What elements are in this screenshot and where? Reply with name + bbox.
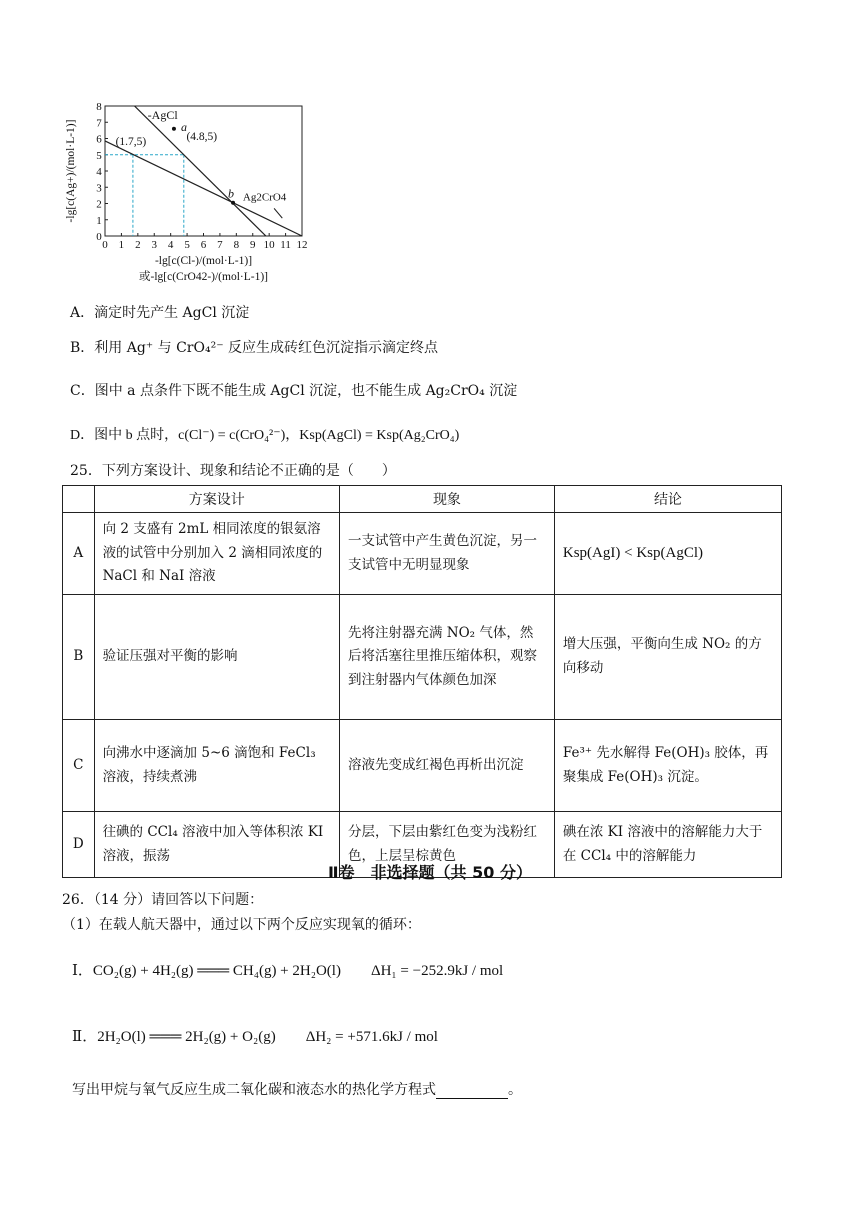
point-b-label: b <box>228 186 235 201</box>
y-tick-label: 1 <box>96 214 102 227</box>
table-header: 结论 <box>554 486 781 513</box>
plot-frame <box>105 106 302 236</box>
x-axis-title-2: 或-lg[c(CrO42-)/(mol·L-1)] <box>138 271 269 283</box>
label-agcl: -AgCl <box>147 108 178 122</box>
point-b <box>231 201 235 205</box>
row-phenomenon: 先将注射器充满 NO₂ 气体，然后将活塞往里推压缩体积，观察到注射器内气体颜色加深 <box>340 595 555 720</box>
q26-ask-end: 。 <box>508 1082 522 1098</box>
point-a-label: a <box>180 119 187 134</box>
equation-2: Ⅱ．2H₂O(l) ═══ 2H₂(g) + O₂(g) ΔH₂ = +571.6kJ / mol <box>72 1029 438 1045</box>
x-tick-label: 12 <box>296 239 308 251</box>
y-axis-title: -lg[c(Ag+)/(mol·L-1)] <box>65 119 77 223</box>
x-tick-label: 11 <box>280 239 291 251</box>
row-conclusion: Fe³⁺ 先水解得 Fe(OH)₃ 胶体，再聚集成 Fe(OH)₃ 沉淀。 <box>554 720 781 812</box>
x-tick-label: 9 <box>250 239 256 251</box>
option-b: B．利用 Ag⁺ 与 CrO₄²⁻ 反应生成砖红色沉淀指示滴定终点 <box>70 340 439 356</box>
option-c: C．图中 a 点条件下既不能生成 AgCl 沉淀，也不能生成 Ag₂CrO₄ 沉淀 <box>70 383 518 399</box>
row-phenomenon: 一支试管中产生黄色沉淀，另一支试管中无明显现象 <box>340 513 555 595</box>
y-tick-label: 6 <box>96 133 102 146</box>
table-header <box>63 486 95 513</box>
row-design: 向沸水中逐滴加 5~6 滴饱和 FeCl₃ 溶液，持续煮沸 <box>94 720 339 812</box>
row-id: D <box>63 812 95 878</box>
series-line-ag2cro4 <box>105 141 302 236</box>
table-row <box>63 513 782 595</box>
q25-table <box>62 485 782 878</box>
section-title: Ⅱ卷 非选择题（共 50 分） <box>328 863 532 882</box>
chart-svg <box>60 96 320 296</box>
answer-blank <box>436 1084 508 1099</box>
row-conclusion: 碘在浓 KI 溶液中的溶解能力大于在 CCl₄ 中的溶解能力 <box>554 812 781 878</box>
y-tick-label: 3 <box>96 182 102 195</box>
label-p2: (4.8,5) <box>186 131 218 144</box>
row-phenomenon: 溶液先变成红褐色再析出沉淀 <box>340 720 555 812</box>
row-design: 往碘的 CCl₄ 溶液中加入等体积浓 KI 溶液，振荡 <box>94 812 339 878</box>
point-a <box>172 127 176 131</box>
row-id: B <box>63 595 95 720</box>
y-tick-label: 4 <box>96 166 102 178</box>
row-id: C <box>63 720 95 812</box>
y-tick-label: 8 <box>96 101 102 113</box>
y-tick-label: 0 <box>96 231 102 243</box>
x-tick-label: 7 <box>217 239 223 251</box>
q26-sub1: （1）在载人航天器中，通过以下两个反应实现氧的循环： <box>62 917 421 933</box>
x-tick-label: 0 <box>102 239 108 251</box>
row-conclusion: Ksp(AgI) < Ksp(AgCl) <box>554 513 781 595</box>
row-phenomenon: 分层，下层由紫红色变为浅粉红色，上层呈棕黄色 <box>340 812 555 878</box>
table-row <box>63 720 782 812</box>
q26-ask-text: 写出甲烷与氧气反应生成二氧化碳和液态水的热化学方程式 <box>72 1082 436 1098</box>
row-conclusion: 增大压强，平衡向生成 NO₂ 的方向移动 <box>554 595 781 720</box>
table-header-row <box>63 486 782 513</box>
table-header: 现象 <box>340 486 555 513</box>
y-tick-label: 5 <box>96 149 102 162</box>
x-axis-title-1: -lg[c(Cl-)/(mol·L-1)] <box>154 255 253 267</box>
row-id: A <box>63 513 95 595</box>
q26-stem: 26．（14 分）请回答以下问题： <box>62 892 264 908</box>
x-tick-label: 1 <box>118 239 125 251</box>
x-tick-label: 10 <box>263 239 275 251</box>
row-design: 验证压强对平衡的影响 <box>94 595 339 720</box>
x-tick-label: 5 <box>184 239 190 251</box>
x-tick-label: 8 <box>233 239 240 251</box>
label-ag2cro4: Ag2CrO4 <box>242 191 287 204</box>
label-p1: (1.7,5) <box>115 136 147 148</box>
y-tick-label: 2 <box>96 198 102 211</box>
x-tick-label: 2 <box>135 239 141 251</box>
table-header: 方案设计 <box>94 486 339 513</box>
table-row <box>63 595 782 720</box>
solubility-chart <box>60 96 320 296</box>
option-d: D．图中 b 点时，c(Cl⁻) = c(CrO₄²⁻)，Ksp(AgCl) = Ksp(Ag₂CrO₄) <box>70 428 460 443</box>
label-ag2cro4-leader <box>274 208 282 218</box>
series-line-agcl <box>105 96 266 236</box>
q26-ask <box>72 1082 522 1099</box>
row-design: 向 2 支盛有 2mL 相同浓度的银氨溶液的试管中分别加入 2 滴相同浓度的 NaCl 和 NaI 溶液 <box>94 513 339 595</box>
equation-1: Ⅰ．CO₂(g) + 4H₂(g) ═══ CH₄(g) + 2H₂O(l) ΔH₁ = −252.9kJ / mol <box>72 963 504 979</box>
x-tick-label: 3 <box>151 239 157 251</box>
option-a: A．滴定时先产生 AgCl 沉淀 <box>70 305 250 321</box>
q25-stem: 25．下列方案设计、现象和结论不正确的是（ ） <box>70 463 396 479</box>
y-tick-label: 7 <box>96 117 102 130</box>
x-tick-label: 4 <box>167 239 174 251</box>
x-tick-label: 6 <box>200 239 207 251</box>
